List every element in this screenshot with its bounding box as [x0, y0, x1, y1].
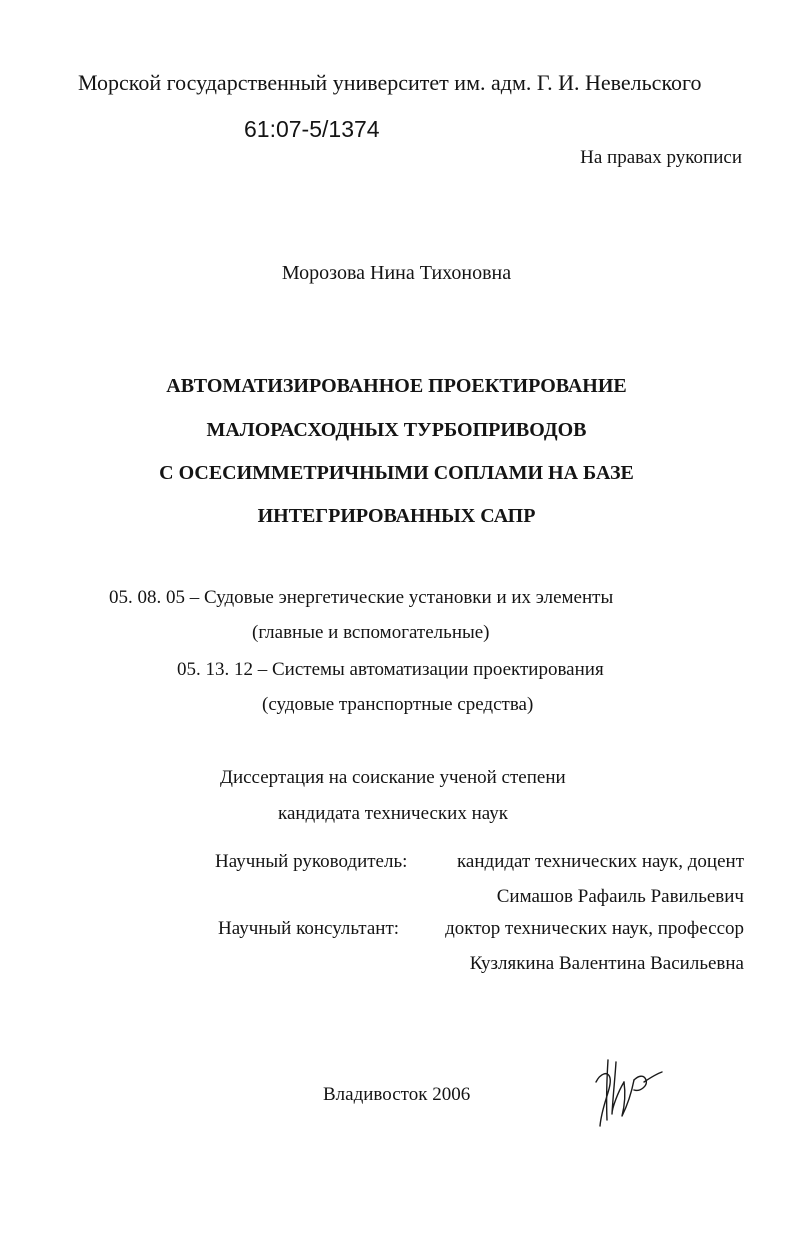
- supervisor-degree: кандидат технических наук, доцент: [456, 851, 744, 872]
- manuscript-rights-note: На правах рукописи: [580, 147, 742, 168]
- consultant-name: Кузлякина Валентина Васильевна: [469, 953, 744, 974]
- handwritten-signature-icon: [588, 1052, 668, 1132]
- dissertation-purpose-line-1: Диссертация на соискание ученой степени: [220, 767, 566, 788]
- thesis-title-line: МАЛОРАСХОДНЫХ ТУРБОПРИВОДОВ: [206, 419, 587, 441]
- place-and-year: Владивосток 2006: [323, 1084, 471, 1105]
- author-name: Морозова Нина Тихоновна: [281, 262, 512, 284]
- supervisor-name: Симашов Рафаиль Равильевич: [496, 886, 744, 907]
- consultant-label: Научный консультант:: [218, 918, 400, 939]
- specialty-note-1: (главные и вспомогательные): [252, 622, 490, 643]
- consultant-degree: доктор технических наук, профессор: [445, 918, 744, 939]
- thesis-title-line: С ОСЕСИММЕТРИЧНЫМИ СОПЛАМИ НА БАЗЕ: [159, 462, 634, 484]
- dissertation-purpose-line-2: кандидата технических наук: [278, 803, 508, 824]
- specialty-code-1: 05. 08. 05 – Судовые энергетические установки и их элементы: [109, 587, 614, 608]
- thesis-title-line: АВТОМАТИЗИРОВАННОЕ ПРОЕКТИРОВАНИЕ: [166, 375, 627, 397]
- thesis-title-line: ИНТЕГРИРОВАННЫХ САПР: [257, 505, 536, 527]
- archive-code: 61:07-5/1374: [244, 116, 380, 142]
- specialty-code-2: 05. 13. 12 – Системы автоматизации проектирования: [177, 659, 604, 680]
- supervisor-label: Научный руководитель:: [215, 851, 408, 872]
- university-name: Морской государственный университет им. адм. Г. И. Невельского: [78, 70, 702, 95]
- specialty-note-2: (судовые транспортные средства): [262, 694, 534, 715]
